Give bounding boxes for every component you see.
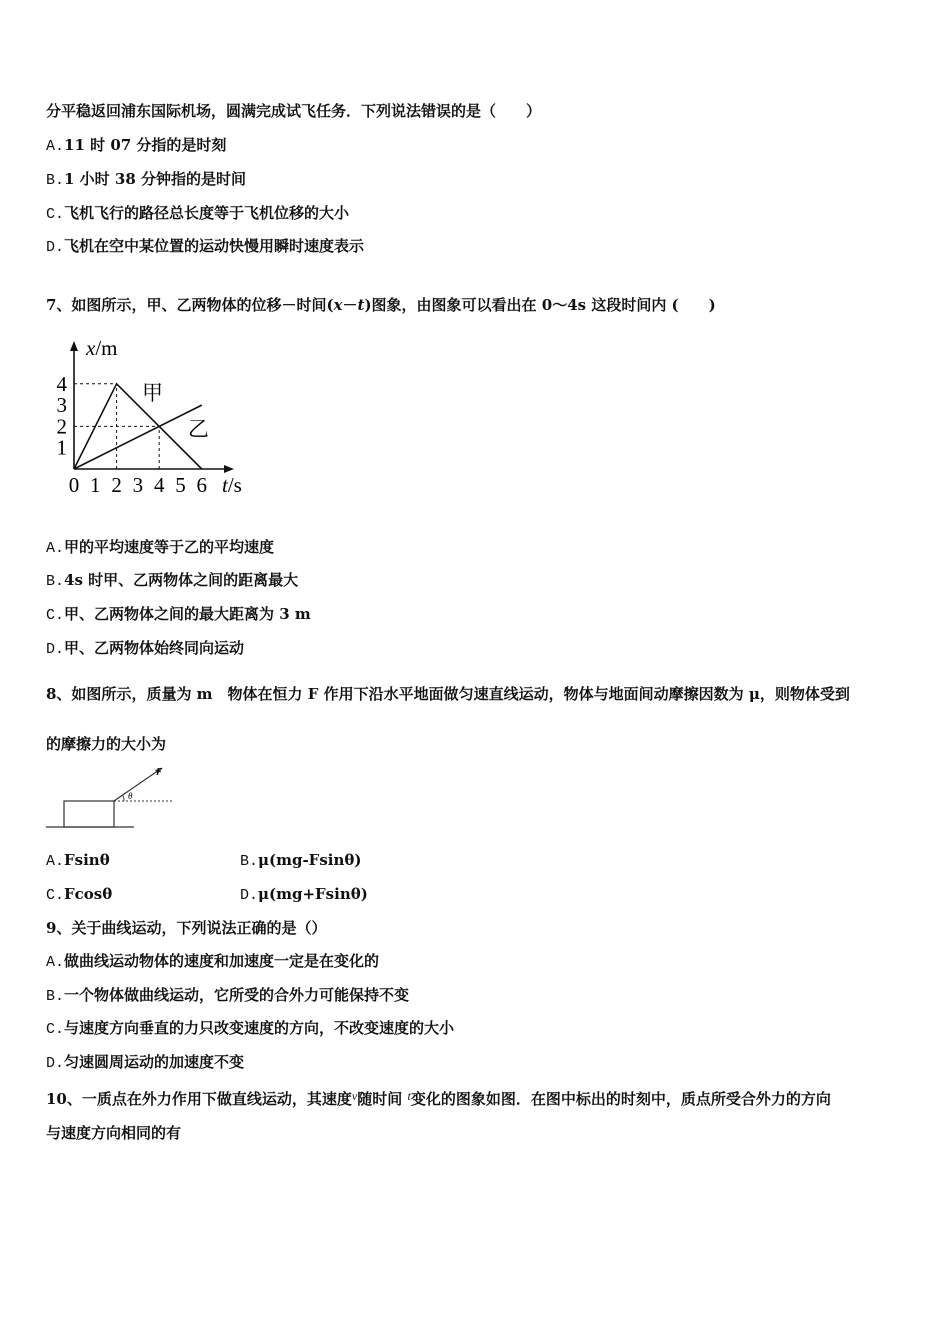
q8-stem-line1: 8、如图所示，质量为 m 物体在恒力 F 作用下沿水平地面做匀速直线运动，物体与地面间动摩擦因数为 μ，则物体受到	[46, 685, 850, 703]
option-label: A.	[46, 853, 65, 870]
option-label: C.	[46, 206, 65, 223]
y-tick-label: 3	[56, 393, 67, 418]
option-label: A.	[46, 138, 65, 155]
x-axis-arrow-icon	[224, 465, 234, 473]
q10-stem-b: 随时间	[357, 1090, 403, 1108]
q9-option-a	[46, 951, 379, 973]
x-axis-unit: /s	[227, 473, 242, 497]
q7-stem-x: x	[333, 296, 343, 314]
q8-option-b	[240, 850, 361, 872]
q8-option-d	[240, 884, 368, 906]
option-text: 4s 时甲、乙两物体之间的距离最大	[64, 571, 299, 589]
x-tick-label: 4	[153, 473, 165, 497]
option-text: 11 时 07 分指的是时刻	[64, 136, 227, 154]
option-text: 飞机在空中某位置的运动快慢用瞬时速度表示	[64, 237, 365, 255]
option-label: B.	[240, 853, 259, 870]
q9-stem: 9、关于曲线运动，下列说法正确的是（）	[46, 919, 327, 937]
x-axis-label	[222, 473, 242, 497]
option-label: D.	[46, 641, 65, 658]
option-text: 甲、乙两物体始终同向运动	[64, 639, 245, 657]
q8-stem-line2: 的摩擦力的大小为	[46, 735, 167, 753]
option-label: C.	[46, 607, 65, 624]
option-text: 飞机飞行的路径总长度等于飞机位移的大小	[64, 204, 350, 222]
angle-label: θ	[128, 791, 133, 801]
series-label-yi: 乙	[188, 417, 209, 441]
q6-option-a	[46, 135, 226, 157]
q10-var-v: v	[351, 1089, 358, 1103]
x-axis-var: t	[222, 473, 228, 497]
x-tick-label: 0	[68, 473, 80, 497]
x-tick-label: 2	[111, 473, 122, 497]
q7-xt-graph	[50, 330, 260, 505]
q7-option-b	[46, 570, 298, 592]
x-tick-label: 1	[90, 473, 101, 497]
force-label: F	[156, 767, 163, 778]
x-tick-label: 6	[196, 473, 208, 497]
option-text: 匀速圆周运动的加速度不变	[64, 1053, 245, 1071]
option-text: 甲的平均速度等于乙的平均速度	[64, 538, 275, 556]
graph-axes	[70, 341, 234, 473]
q10-stem-line1	[46, 1086, 831, 1109]
q9-option-d	[46, 1052, 244, 1074]
option-text: 1 小时 38 分钟指的是时间	[64, 170, 246, 188]
y-tick-label: 2	[56, 414, 67, 439]
y-axis-arrow-icon	[70, 341, 78, 351]
q10-stem-line2: 与速度方向相同的有	[46, 1124, 182, 1142]
q6-option-d	[46, 236, 364, 258]
option-text: 与速度方向垂直的力只改变速度的方向，不改变速度的大小	[64, 1019, 455, 1037]
q10-var-t: t	[407, 1089, 411, 1103]
q7-stem	[46, 295, 716, 315]
option-label: C.	[46, 887, 65, 904]
q7-stem-dash: －	[342, 296, 358, 314]
q7-stem-t: t	[357, 296, 365, 314]
option-label: D.	[46, 239, 65, 256]
y-axis-var: x	[86, 336, 96, 360]
y-tick-label: 4	[56, 371, 67, 396]
x-tick-label: 5	[175, 473, 186, 497]
y-tick-label: 1	[56, 435, 67, 460]
y-axis-label	[85, 336, 118, 360]
q7-option-d	[46, 638, 244, 660]
option-label: B.	[46, 573, 65, 590]
option-label: A.	[46, 540, 65, 557]
option-text: Fcosθ	[64, 885, 113, 903]
block	[64, 801, 114, 827]
q8-force-diagram	[44, 762, 179, 834]
option-label: D.	[240, 887, 259, 904]
q6-stem: 分平稳返回浦东国际机场，圆满完成试飞任务．下列说法错误的是（ ）	[46, 102, 542, 120]
option-text: μ(mg-Fsinθ)	[258, 851, 362, 869]
option-text: 做曲线运动物体的速度和加速度一定是在变化的	[64, 952, 380, 970]
option-label: B.	[46, 988, 65, 1005]
q8-option-c	[46, 884, 112, 906]
graph-ticks	[57, 372, 208, 497]
q7-option-c	[46, 604, 311, 626]
angle-arc	[123, 795, 125, 801]
q6-option-c	[46, 203, 349, 225]
q9-option-c	[46, 1018, 454, 1040]
series-line-yi	[74, 405, 202, 469]
series-label-jia: 甲	[142, 381, 163, 405]
q8-option-a	[46, 850, 110, 872]
q10-stem-c: 变化的图象如图．在图中标出的时刻中，质点所受合外力的方向	[410, 1090, 831, 1108]
q7-stem-a: 7、如图所示，甲、乙两物体的位移－时间(	[46, 296, 334, 314]
q7-stem-b: )图象，由图象可以看出在 0～4s 这段时间内 ( )	[364, 296, 716, 314]
option-label: B.	[46, 172, 65, 189]
option-text: μ(mg+Fsinθ)	[258, 885, 368, 903]
option-text: Fsinθ	[64, 851, 110, 869]
force-vector	[114, 768, 162, 801]
option-label: C.	[46, 1021, 65, 1038]
q7-option-a	[46, 537, 274, 559]
q6-option-b	[46, 169, 246, 191]
q9-option-b	[46, 985, 409, 1007]
option-text: 一个物体做曲线运动，它所受的合外力可能保持不变	[64, 986, 410, 1004]
option-label: A.	[46, 954, 65, 971]
option-label: D.	[46, 1055, 65, 1072]
y-axis-unit: /m	[95, 336, 118, 360]
option-text: 甲、乙两物体之间的最大距离为 3 m	[64, 605, 311, 623]
q10-stem-a: 10、一质点在外力作用下做直线运动，其速度	[46, 1090, 352, 1108]
x-tick-label: 3	[132, 473, 144, 497]
